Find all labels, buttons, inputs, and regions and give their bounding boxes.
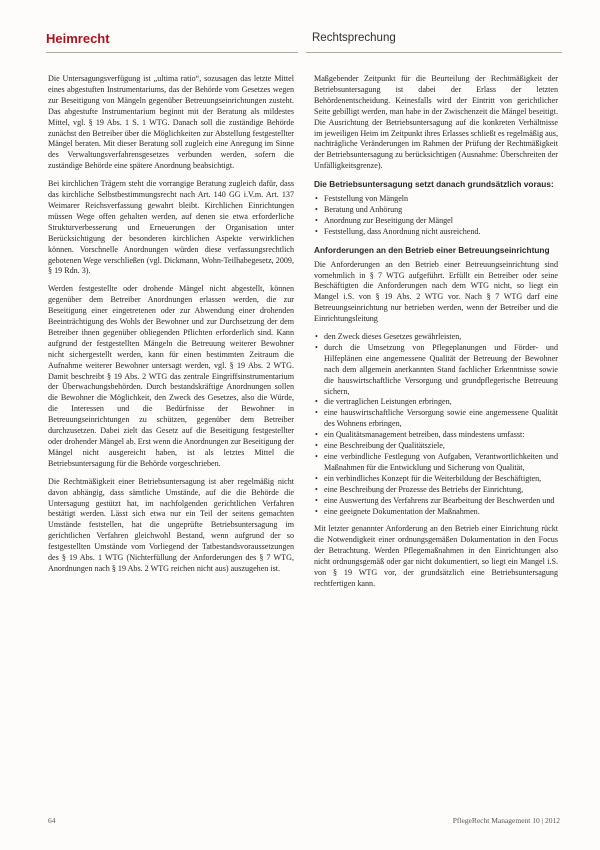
page-number: 64 bbox=[48, 816, 56, 825]
list-item: • Beratung und Anhörung bbox=[324, 205, 558, 216]
subheading: Die Betriebsuntersagung setzt danach grundsätzlich voraus: bbox=[314, 179, 554, 190]
paragraph: Die Anforderungen an den Betrieb einer Betreuungseinrichtung sind vornehmlich in § 7 WTG aufgeführt. Erfüllt ein Betreiber oder seine Beschäftigten die Anforderungen nach dem WTG nicht, so liegt ein Mangel i.S. von § 19 Abs. 2 WTG vor. Nach § 7 WTG darf eine Betreuungseinrichtung nur betrieben werden, wenn der Betreiber und die Einrichtungsleitung bbox=[314, 259, 558, 324]
list-item: • eine Auswertung des Verfahrens zur Bearbeitung der Beschwerden und bbox=[324, 496, 558, 507]
requirements-list bbox=[314, 194, 558, 238]
paragraph: Die Rechtmäßigkeit einer Betriebsuntersagung ist aber regelmäßig nicht davon abhängig, dass sämtliche Umstände, auf die die Behörde die Untersagung gestützt hat, im nachfolgenden gerichtlichen Verfahren bestätigt werden. Lässt sich etwa nur ein Teil der seitens gemachten Umstände feststellen, hat die ungeprüfte Betriebsuntersagung im gerichtlichen Verfahren gleichwohl Bestand, wenn aufgrund der so festgestellten Umstände vom Vorliegend der Tatbestandsvoraussetzungen des § 19 Abs. 1 WTG (Nichterfüllung der Anforderungen des § 7 WTG, Anordnungen nach § 19 Abs. 2 WTG reichen nicht aus) auszugehen ist. bbox=[48, 476, 294, 573]
list-item: • Feststellung von Mängeln bbox=[324, 194, 558, 205]
paragraph: Mit letzter genannter Anforderung an den Betrieb einer Einrichtung rückt die Notwendigkeit einer ordnungsgemäßen Dokumentation in den Focus der Betrachtung. Werden Pflegemaßnahmen in den Einrichtungen also nicht ordnungsgemäß oder gar nicht dokumentiert, so liegt ein Mangel i.S. von § 19 WTG vor, der grundsätzlich eine Betriebsuntersagung rechtfertigen kann. bbox=[314, 524, 558, 588]
operator-duties-list bbox=[314, 332, 558, 517]
journal-source: PflegeRecht Management 10 | 2012 bbox=[452, 816, 560, 825]
list-item: • eine hauswirtschaftliche Versorgung sowie eine angemessene Qualität des Wohnens erbringen, bbox=[324, 408, 558, 430]
right-column bbox=[314, 74, 558, 597]
list-item: • Anordnung zur Beseitigung der Mängel bbox=[324, 216, 558, 227]
list-item: • eine geeignete Dokumentation der Maßnahmen. bbox=[324, 507, 558, 518]
paragraph: Die Untersagungsverfügung ist „ultima ratio“, sozusagen das letzte Mittel eines abgestuften Instrumentariums, das der Behörde vom Gesetzes wegen zur Beseitigung von Mängeln gegenüber Betreuungseinrichtungen zusteht. Das abgestufte Instrumentarium beginnt mit der Beratung als mildestes Mittel, vgl. § 19 Abs. 1 S. 1 WTG. Danach soll die zuständige Behörde zunächst den Betreiber über die Möglichkeiten zur Abstellung festgestellter Mängel beraten. Mit dieser Beratung soll zugleich eine Anregung im Sinne des Verwaltungsverfahrensgesetzes verbunden werden, sofern die zuständige Behörde eine spätere Anordnung beabsichtigt. bbox=[48, 74, 294, 171]
subheading: Anforderungen an den Betrieb einer Betreuungseinrichtung bbox=[314, 244, 550, 255]
list-item: • durch die Umsetzung von Pflegeplanungen und Förder- und Hilfeplänen eine angemessene Qualität der Betreuung der Bewohner nach dem allgemein anerkannten Stand fachlicher Erkenntnisse sowie die hauswirtschaftliche Versorgung und grundpflegerische Betreuung sichern, bbox=[324, 343, 558, 398]
paragraph: Bei kirchlichen Trägern steht die vorrangige Beratung zugleich dafür, dass das kirchliche Selbstbestimmungsrecht nach Art. 140 GG i.V.m. Art. 137 Weimarer Reichsverfassung gewahrt bleibt. Kirchlichen Einrichtungen müssen Wege offen gehalten werden, auf denen sie etwa erforderliche Strukturverbesserung und Erneuerungen der Organisation unter Berücksichtigung der besonderen kirchlichen Aspekte verwirklichen können. Vorschnelle Anordnungen würden diese verfassungsrechtlich gebotenen Wege verschließen (vgl. Dickmann, Wohn-Teilhabegesetz, 2009, § 19 Rdn. 3). bbox=[48, 179, 294, 276]
list-item: • eine Beschreibung der Qualitätsziele, bbox=[324, 441, 558, 452]
paragraph: Werden festgestellte oder drohende Mängel nicht abgestellt, können gegenüber dem Betreiber Anordnungen erlassen werden, die zur Beseitigung einer eingetretenen oder zur Abwendung einer drohenden Beeinträchtigung des Wohls der Bewohner und zur Durchsetzung der dem Betreiber ihnen gegenüber obliegenden Pflichten erforderlich sind. Kann aufgrund der festgestellten Mängeln die Betreuung weiterer Bewohner nicht sichergestellt werden, kann für einen bestimmten Zeitraum die Aufnahme weiterer Bewohner untersagt werden, vgl. § 19 Abs. 2 WTG. Damit beschreibt § 19 Abs. 2 WTG das zentrale Eingriffsinstrumentarium der Überwachungsbehörden. Durch bestandskräftige Anordnungen sollen die Bewohner die Möglichkeit, den Zweck des Gesetzes, also die Würde, die Interessen und die Bedürfnisse der Bewohner in Betreuungseinrichtungen zu schützen, gegenüber dem Betreiber durchzusetzen. Dabei zielt das Gesetz auf die Beseitigung festgestellter oder drohender Mängel ab. Erst wenn die Anordnungen zur Beseitigung der Mängel nicht ausgereicht haben, ist als letztes Mittel die Betriebsuntersagung für die Behörde vorgeschrieben. bbox=[48, 284, 294, 468]
list-item: • eine verbindliche Festlegung von Aufgaben, Verantwortlichkeiten und Maßnahmen für die Entwicklung und Sicherung von Qualität, bbox=[324, 452, 558, 474]
list-item: • den Zweck dieses Gesetzes gewährleisten, bbox=[324, 332, 558, 343]
list-item: • ein verbindliches Konzept für die Weiterbildung der Beschäftigten, bbox=[324, 474, 558, 485]
page-footer bbox=[48, 816, 560, 828]
list-item: • die vertraglichen Leistungen erbringen, bbox=[324, 397, 558, 408]
list-item: • Feststellung, dass Anordnung nicht ausreichend. bbox=[324, 227, 558, 238]
paragraph: Maßgebender Zeitpunkt für die Beurteilung der Rechtmäßigkeit der Betriebsuntersagung ist dabei der Erlass der letzten Behördenentscheidung. Keinesfalls wird der Eintritt von gerichtlicher Seite gebilligt werden, man habe in der Zwischenzeit die Mängel beseitigt. Die Ausrichtung der Betriebsuntersagung auf die konkreten Verhältnisse im jeweiligen Heim im Zeitpunkt ihres Erlasses schließt es regelmäßig aus, nachträgliche Veränderungen im Rahmen der Prüfung der Rechtmäßigkeit der Betriebsuntersagung zu berücksichtigen (Ausnahme: Überschreiten der Unfälligkeitsgrenze). bbox=[314, 74, 558, 171]
rubric-title: Rechtsprechung bbox=[312, 32, 396, 44]
list-item: • ein Qualitätsmanagement betreiben, dass mindestens umfasst: bbox=[324, 430, 558, 441]
section-title: Heimrecht bbox=[46, 31, 110, 46]
left-column bbox=[48, 74, 294, 582]
list-item: • eine Beschreibung der Prozesse des Betriebs der Einrichtung, bbox=[324, 485, 558, 496]
